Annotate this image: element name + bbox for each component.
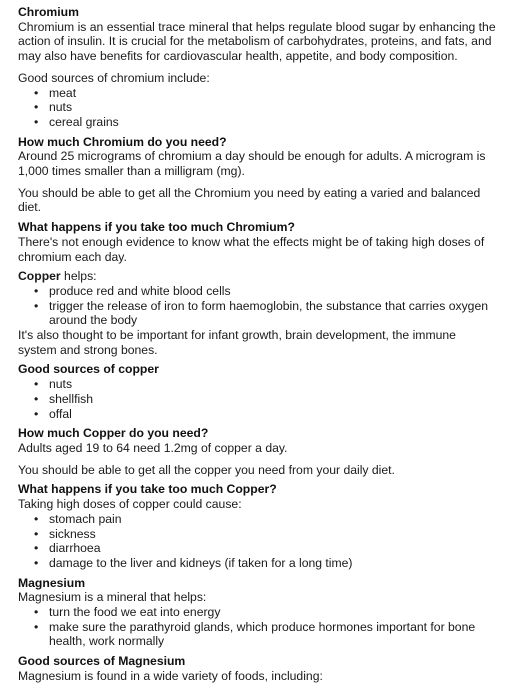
bullet-icon: •	[34, 511, 39, 526]
chromium-toomuch-heading: What happens if you take too much Chromium?	[18, 220, 295, 235]
chromium-need-text: Around 25 micrograms of chromium a day should be enough for adults. A microgram is 1,000 times smaller than a milligram (mg).	[18, 149, 486, 179]
list-item: • nuts	[34, 377, 73, 392]
list-item: • turn the food we eat into energy	[34, 605, 221, 620]
chromium-heading: Chromium	[18, 5, 79, 19]
copper-need-heading: How much Copper do you need?	[18, 426, 209, 441]
list-item: • offal	[34, 406, 72, 421]
bullet-icon: •	[34, 391, 39, 406]
copper-diet-text: You should be able to get all the copper you need from your daily diet.	[18, 462, 395, 477]
chromium-need-heading: How much Chromium do you need?	[18, 134, 227, 149]
copper-effects-list	[18, 512, 496, 571]
copper-toomuch-text: Taking high doses of copper could cause:	[18, 497, 242, 512]
copper-helps-list	[18, 284, 496, 328]
bullet-icon: •	[34, 541, 39, 556]
magnesium-intro: Magnesium is a mineral that helps:	[18, 590, 207, 605]
bullet-icon: •	[34, 85, 39, 100]
copper-helps-line	[18, 269, 496, 284]
list-item: • cereal grains	[34, 114, 119, 129]
bullet-icon: •	[34, 377, 39, 392]
bullet-icon: •	[34, 100, 39, 115]
list-item: • damage to the liver and kidneys (if taken for a long time)	[34, 555, 353, 570]
magnesium-heading: Magnesium	[18, 575, 86, 590]
bullet-icon: •	[34, 283, 39, 298]
copper-extra-text: It's also thought to be important for infant growth, brain development, the immune system and strong bones.	[18, 328, 456, 357]
copper-sources-list	[18, 377, 496, 421]
list-item: • trigger the release of iron to form haemoglobin, the substance that carries oxygen around the body	[34, 298, 488, 328]
copper-helps-rest: helps:	[60, 269, 97, 284]
list-item: • produce red and white blood cells	[34, 283, 231, 298]
list-item: • sickness	[34, 526, 96, 541]
list-item: • shellfish	[34, 391, 94, 406]
chromium-toomuch-text: There's not enough evidence to know what the effects might be of taking high doses of chromium each day.	[18, 234, 485, 264]
bullet-icon: •	[34, 114, 39, 129]
bullet-icon: •	[34, 298, 39, 313]
chromium-intro: Chromium is an essential trace mineral that helps regulate blood sugar by enhancing the action of insulin. It is crucial for the metabolism of carbohydrates, proteins, and fats, and may also have benefits for cardiovascular health, appetite, and body composition.	[18, 19, 496, 64]
chromium-sources-intro: Good sources of chromium include:	[18, 70, 210, 85]
list-item: • make sure the parathyroid glands, which produce hormones important for bone health, work normally	[34, 619, 476, 649]
magnesium-helps-list	[18, 605, 496, 649]
copper-toomuch-heading: What happens if you take too much Copper?	[18, 482, 277, 497]
bullet-icon: •	[34, 605, 39, 620]
list-item: • meat	[34, 85, 77, 100]
list-item: • nuts	[34, 100, 73, 115]
chromium-sources-list	[18, 86, 496, 130]
copper-need-text: Adults aged 19 to 64 need 1.2mg of copper a day.	[18, 440, 288, 455]
bullet-icon: •	[34, 526, 39, 541]
list-item: • diarrhoea	[34, 541, 101, 556]
bullet-icon: •	[34, 555, 39, 570]
magnesium-sources-text: Magnesium is found in a wide variety of foods, including:	[18, 668, 323, 683]
copper-sources-heading: Good sources of copper	[18, 362, 159, 377]
magnesium-sources-heading: Good sources of Magnesium	[18, 654, 186, 669]
bullet-icon: •	[34, 406, 39, 421]
bullet-icon: •	[34, 619, 39, 634]
chromium-diet-text: You should be able to get all the Chromium you need by eating a varied and balanced diet.	[18, 185, 481, 215]
list-item: • stomach pain	[34, 511, 122, 526]
copper-helps-bold: Copper	[18, 269, 61, 284]
